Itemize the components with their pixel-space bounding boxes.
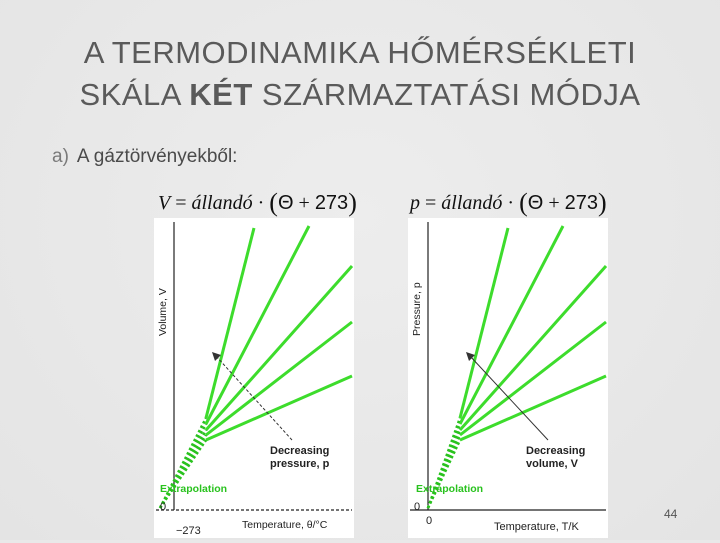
right-formula [410,188,607,218]
isobar-line [206,266,352,430]
x-tick-label: −273 [176,525,201,537]
title-line-2 [0,74,720,116]
formula-word: állandó [441,192,503,214]
isochore-line [460,266,606,430]
slide-title [0,32,720,116]
title-line-2-start: SKÁLA [79,77,190,112]
isochore-lines [460,226,606,440]
annotation-line-2: volume, V [526,458,578,470]
title-bold-word: KÉT [189,77,253,112]
x-axis-label: Temperature, θ/°C [242,519,328,531]
formula-number: 273 [564,192,598,214]
annotation-line-1: Decreasing [526,445,586,457]
extrapolation-label: Extrapolation [160,483,228,495]
y-axis-label: Volume, V [157,288,169,336]
formula-plus: + [293,192,315,214]
formula-open-paren: ( [519,188,528,217]
bullet-text: A gáztörvényekből: [76,146,238,167]
annotation-line-2: pressure, p [270,458,330,470]
y-axis-label: Pressure, p [411,282,423,336]
formula-word: állandó [191,192,253,214]
x-axis-label: Temperature, T/K [494,521,579,533]
isobar-line [206,322,352,435]
y-zero-label: 0 [414,501,421,513]
annotation-line-1: Decreasing [270,445,330,457]
formula-theta: Θ [277,192,294,214]
isochore-line [460,376,606,440]
formula-theta: Θ [527,192,544,214]
right-graph-panel [408,218,608,538]
formula-variable: V [158,192,171,214]
title-line-2-end: SZÁRMAZTATÁSI MÓDJA [252,77,641,112]
annotation-arrow-line [470,356,548,440]
formula-variable: p [410,192,420,214]
annotation-arrow-line [216,356,292,440]
x-tick-label: 0 [426,515,433,527]
right-graph-svg [408,218,608,538]
formula-open-paren: ( [269,188,278,217]
formula-close-paren: ) [597,188,607,217]
page-number: 44 [664,507,678,521]
formula-equals: = [420,192,442,214]
extrapolation-label: Extrapolation [416,483,484,495]
extrapolation-line [160,424,206,508]
extrapolation-line [160,430,206,508]
formula-plus: + [543,192,565,214]
left-graph-panel [154,218,354,538]
y-zero-label: 0 [160,501,167,513]
isochore-line [460,322,606,435]
bullet-marker: a) [52,146,69,167]
formula-dot: · [252,192,270,214]
bullet-item [52,146,237,168]
extrapolation-line [160,440,206,508]
extrapolation-line [428,440,460,508]
extrapolation-line [428,424,460,508]
formula-close-paren: ) [348,188,357,217]
formula-dot: · [502,192,520,214]
left-graph-svg [154,218,354,538]
formula-number: 273 [314,192,349,214]
title-line-1: A TERMODINAMIKA HŐMÉRSÉKLETI [83,35,637,70]
isobar-lines [206,226,352,440]
left-formula [158,188,357,218]
formula-equals: = [170,192,192,214]
extrapolation-line [160,435,206,508]
isobar-line [206,376,352,440]
